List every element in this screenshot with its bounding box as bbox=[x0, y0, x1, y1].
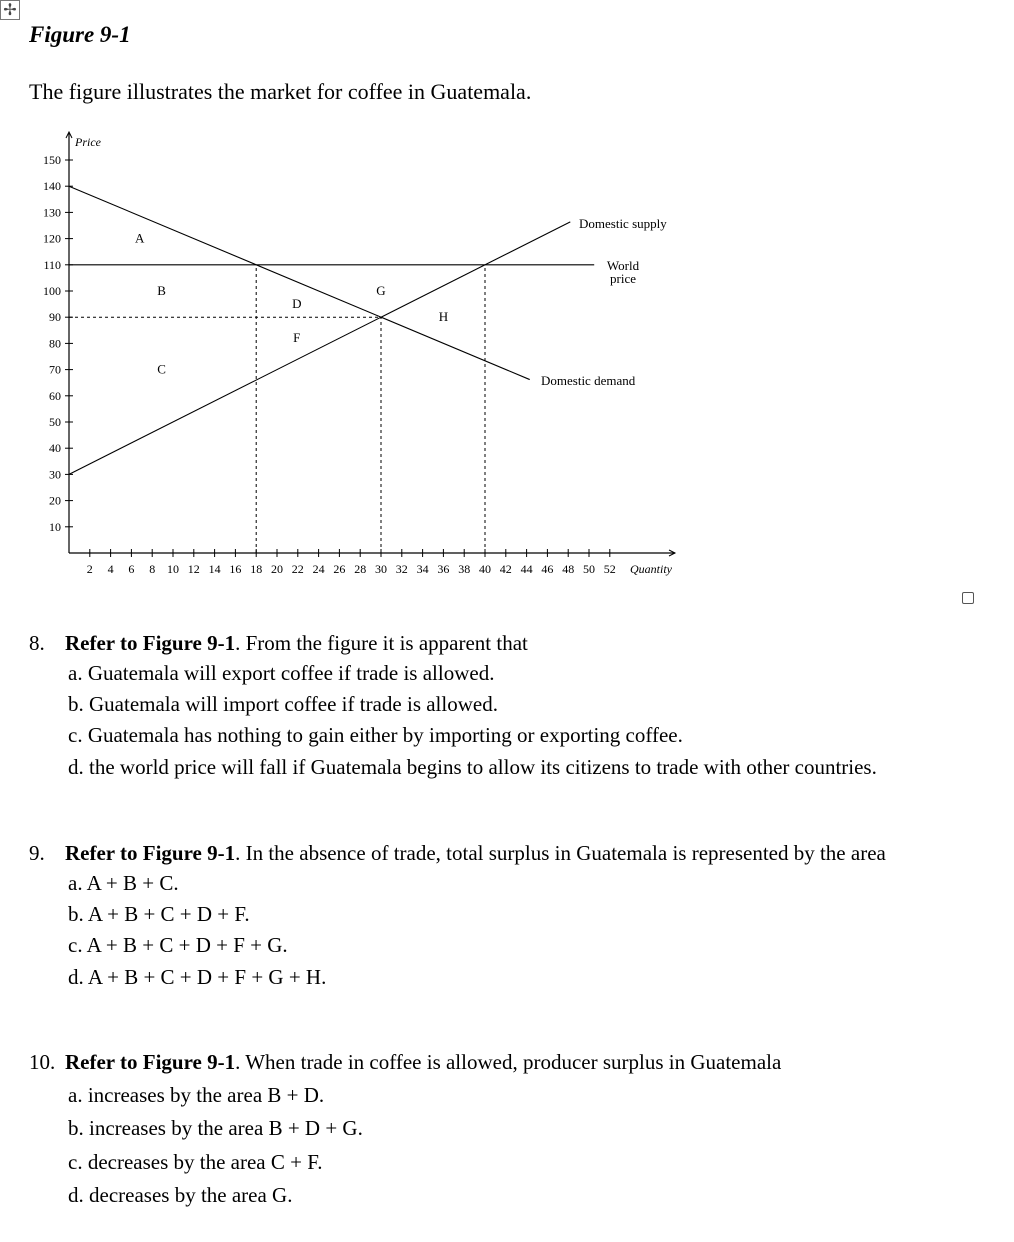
x-tick-label: 18 bbox=[250, 562, 263, 576]
area-label-b: B bbox=[157, 283, 166, 298]
y-tick-label: 30 bbox=[49, 467, 61, 482]
x-tick-label: 46 bbox=[541, 562, 554, 576]
area-label-d: D bbox=[292, 296, 302, 312]
x-tick-label: 42 bbox=[499, 562, 512, 576]
question-ref: Refer to Figure 9-1 bbox=[65, 1050, 236, 1074]
x-tick-label: 20 bbox=[271, 562, 283, 576]
world-price-label-line1: World bbox=[606, 258, 640, 273]
option-10a: a. increases by the area B + D. bbox=[68, 1083, 325, 1107]
question-10: 10. Refer to Figure 9-1. When trade in coffee is allowed, producer surplus in Guatemala bbox=[29, 1050, 782, 1074]
series-line-domestic-demand bbox=[69, 186, 530, 379]
move-handle-icon[interactable]: ✢ bbox=[0, 0, 20, 20]
y-tick-label: 60 bbox=[49, 388, 61, 403]
figure-chart bbox=[0, 130, 700, 590]
question-8: 8. Refer to Figure 9-1. From the figure it is apparent that bbox=[29, 631, 528, 655]
question-ref: Refer to Figure 9-1 bbox=[65, 631, 236, 655]
option-10d: d. decreases by the area G. bbox=[68, 1183, 293, 1207]
x-tick-label: 38 bbox=[458, 562, 471, 576]
option-9c: c. A + B + C + D + F + G. bbox=[68, 933, 288, 957]
x-tick-label: 8 bbox=[149, 562, 156, 576]
option-8d: d. the world price will fall if Guatemala begins to allow its citizens to trade with other countries. bbox=[68, 755, 877, 779]
area-label-f: F bbox=[293, 330, 301, 346]
option-10b: b. increases by the area B + D + G. bbox=[68, 1116, 363, 1140]
y-tick-label: 100 bbox=[43, 284, 61, 298]
figure-title: Figure 9-1 bbox=[29, 22, 131, 47]
y-tick-label: 120 bbox=[43, 231, 61, 246]
y-axis-label: Price bbox=[75, 135, 101, 149]
x-tick-label: 26 bbox=[333, 562, 346, 576]
x-tick-label: 44 bbox=[520, 562, 533, 576]
question-9: 9. Refer to Figure 9-1. In the absence of trade, total surplus in Guatemala is represented by the area bbox=[29, 841, 886, 865]
y-tick-label: 50 bbox=[49, 415, 61, 429]
world-price-label-line2: price bbox=[610, 271, 636, 286]
x-tick-label: 2 bbox=[86, 562, 93, 576]
option-9a: a. A + B + C. bbox=[68, 871, 179, 895]
x-tick-label: 12 bbox=[187, 562, 200, 576]
x-tick-label: 6 bbox=[128, 562, 135, 576]
x-tick-label: 48 bbox=[562, 562, 575, 576]
x-tick-label: 16 bbox=[229, 562, 242, 576]
y-tick-label: 10 bbox=[49, 519, 61, 534]
x-tick-label: 40 bbox=[479, 562, 491, 576]
area-label-c: C bbox=[157, 361, 166, 377]
y-tick-label: 20 bbox=[49, 493, 61, 508]
figure-intro: The figure illustrates the market for coffee in Guatemala. bbox=[29, 79, 532, 104]
x-axis-label: Quantity bbox=[630, 562, 672, 576]
x-tick-label: 32 bbox=[395, 562, 408, 576]
option-9d: d. A + B + C + D + F + G + H. bbox=[68, 965, 327, 989]
y-tick-label: 140 bbox=[43, 179, 61, 194]
x-tick-label: 52 bbox=[603, 562, 616, 576]
option-8c: c. Guatemala has nothing to gain either by importing or exporting coffee. bbox=[68, 723, 683, 747]
y-tick-label: 150 bbox=[43, 153, 61, 167]
demand-label: Domestic demand bbox=[541, 373, 636, 388]
y-tick-label: 40 bbox=[49, 441, 61, 456]
y-tick-label: 130 bbox=[43, 205, 61, 220]
x-tick-label: 34 bbox=[416, 562, 429, 576]
option-9b: b. A + B + C + D + F. bbox=[68, 902, 250, 926]
y-tick-label: 90 bbox=[49, 310, 61, 325]
x-tick-label: 4 bbox=[107, 562, 114, 576]
option-8b: b. Guatemala will import coffee if trade is allowed. bbox=[68, 692, 498, 716]
x-tick-label: 50 bbox=[583, 562, 595, 576]
x-tick-label: 10 bbox=[167, 562, 179, 576]
option-10c: c. decreases by the area C + F. bbox=[68, 1150, 323, 1174]
area-label-g: G bbox=[376, 283, 386, 298]
y-tick-label: 110 bbox=[43, 257, 61, 272]
area-label-h: H bbox=[438, 309, 449, 325]
area-label-a: A bbox=[135, 230, 145, 246]
question-ref: Refer to Figure 9-1 bbox=[65, 841, 236, 865]
x-tick-label: 28 bbox=[354, 562, 367, 576]
supply-label: Domestic supply bbox=[579, 216, 667, 231]
x-tick-label: 22 bbox=[291, 562, 304, 576]
y-tick-label: 70 bbox=[49, 362, 61, 377]
x-tick-label: 36 bbox=[437, 562, 450, 576]
x-tick-label: 24 bbox=[312, 562, 325, 576]
x-tick-label: 30 bbox=[375, 562, 387, 576]
series-line-domestic-supply bbox=[69, 222, 570, 475]
checkbox[interactable] bbox=[962, 592, 974, 604]
option-8a: a. Guatemala will export coffee if trade is allowed. bbox=[68, 661, 495, 685]
x-tick-label: 14 bbox=[208, 562, 221, 576]
y-tick-label: 80 bbox=[49, 336, 61, 351]
